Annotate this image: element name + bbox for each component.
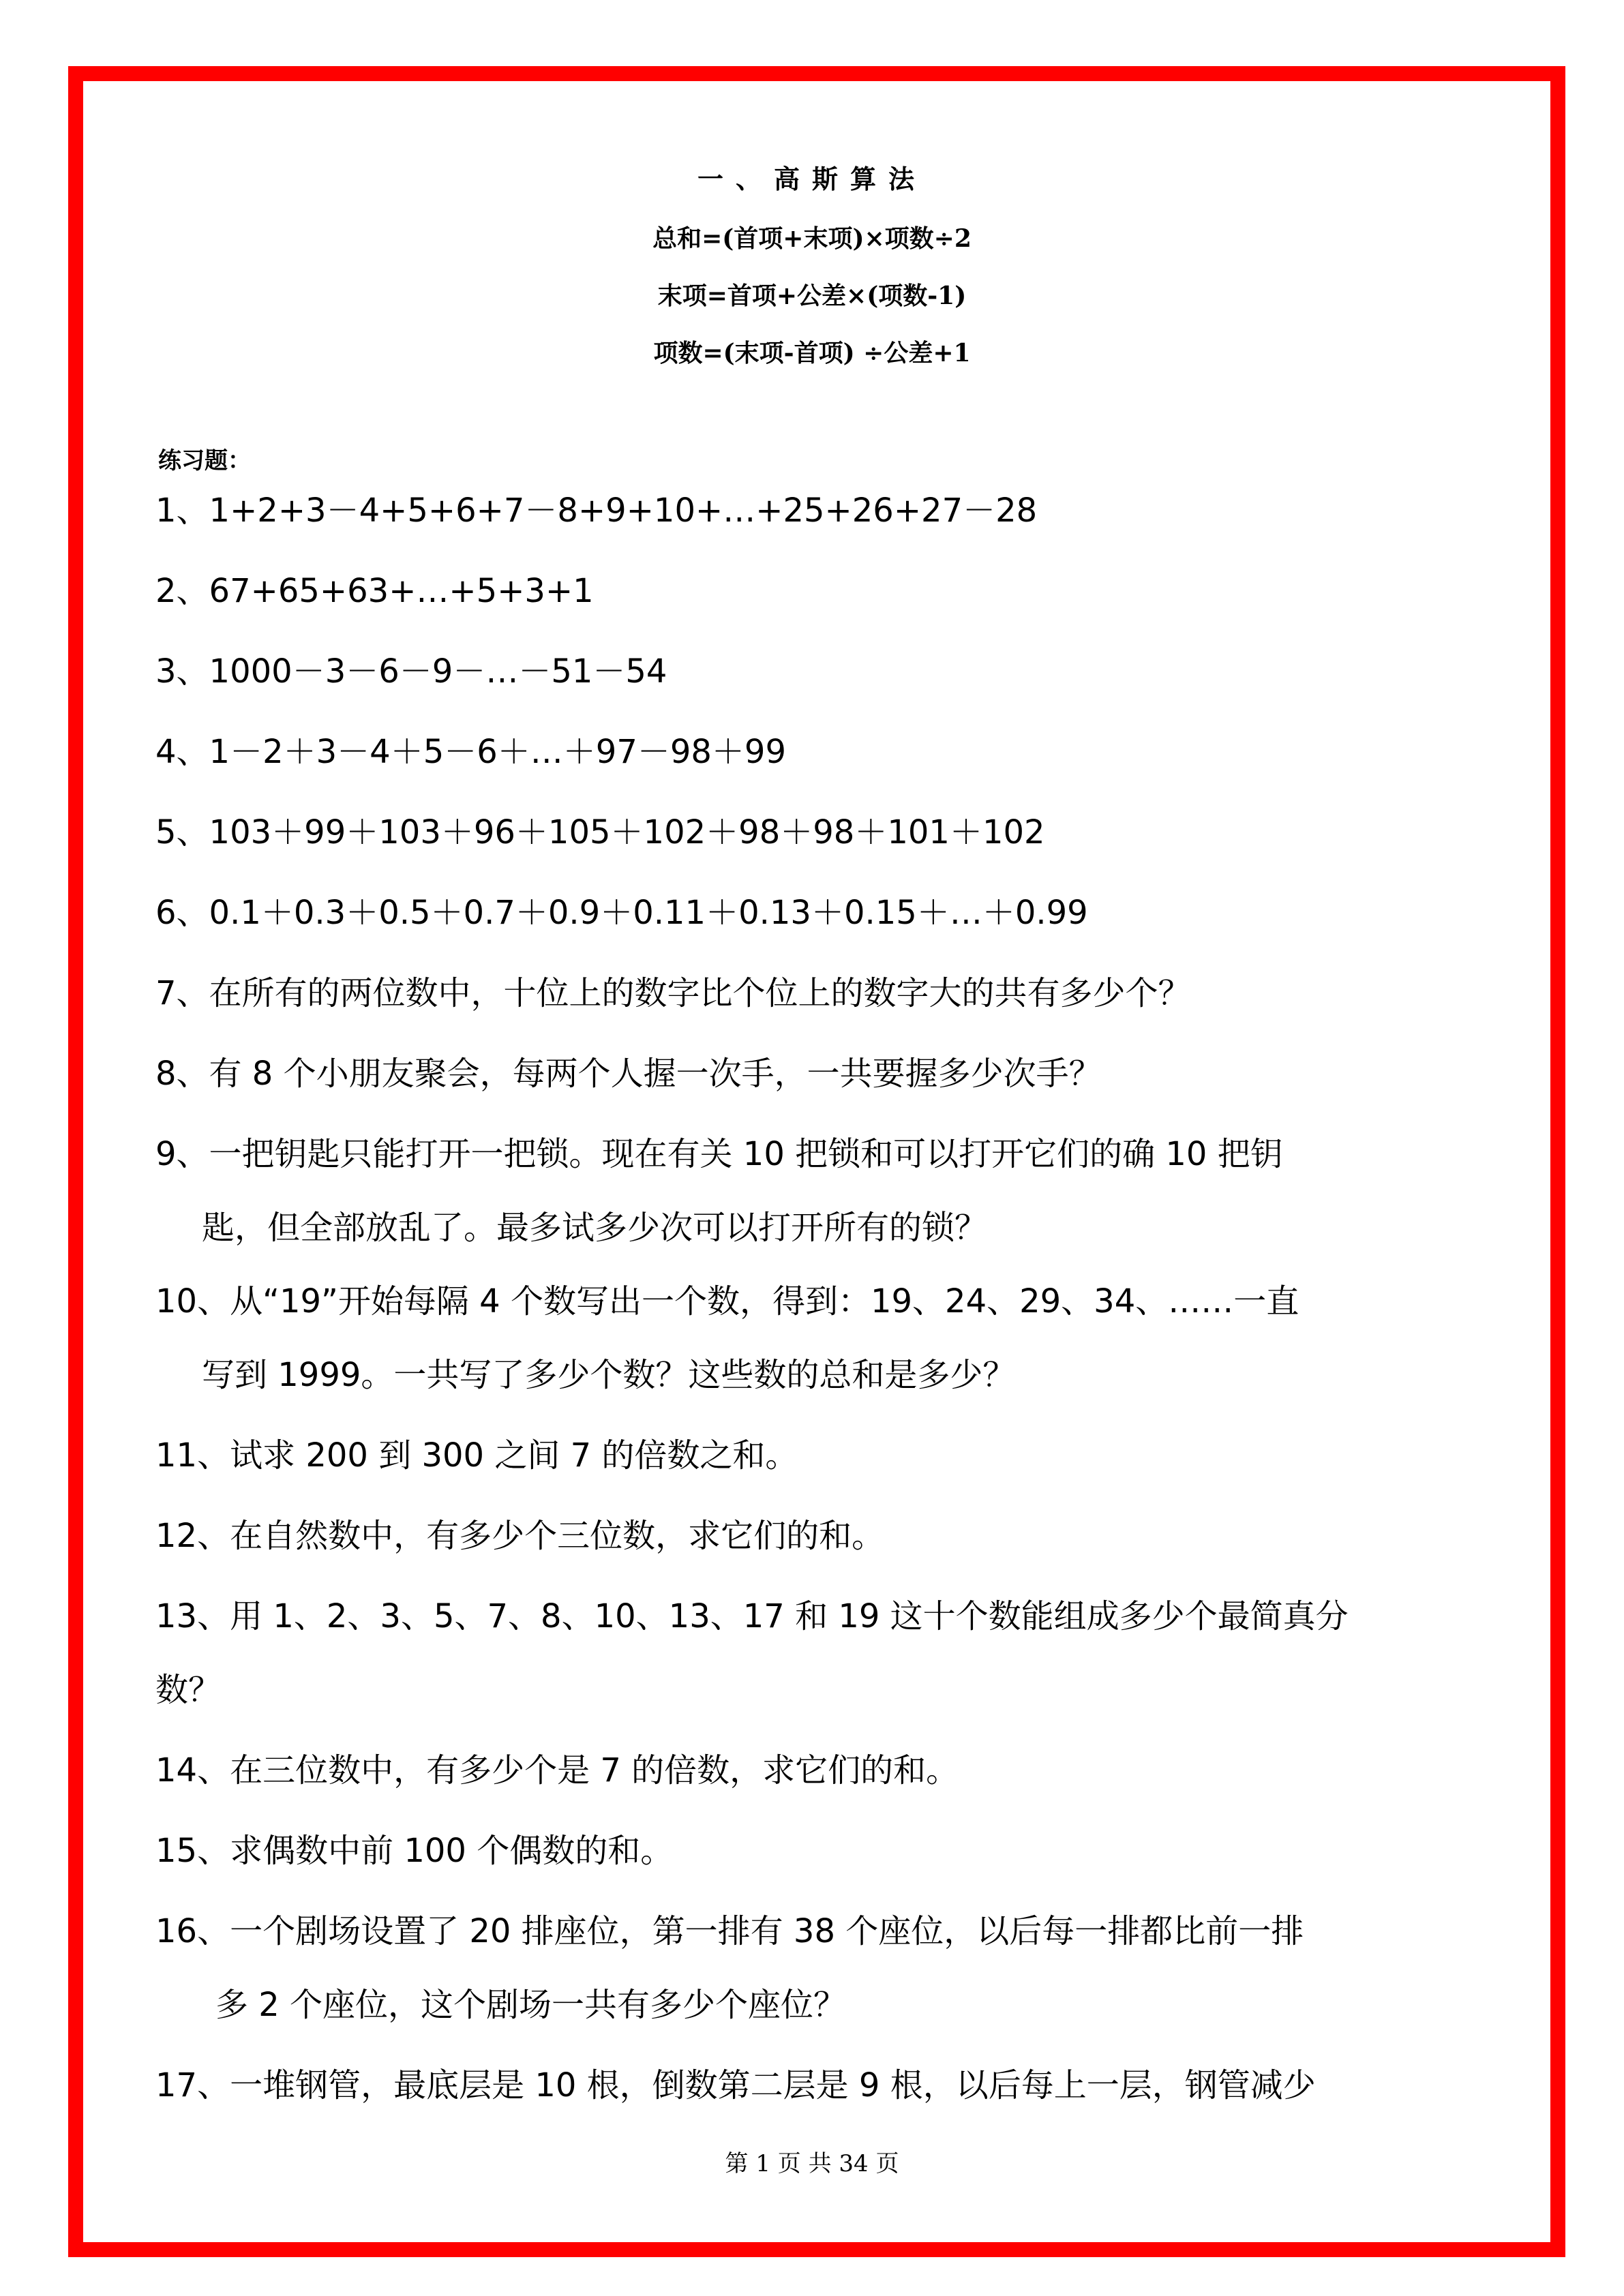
question-5: 5、103＋99＋103＋96＋105＋102＋98＋98＋101＋102: [155, 813, 1045, 851]
practice-label: 练习题：: [158, 447, 251, 474]
question-9-continued: 匙，但全部放乱了。最多试多少次可以打开所有的锁？: [202, 1209, 988, 1247]
question-1: 1、1+2+3－4+5+6+7－8+9+10+…+25+26+27－28: [155, 492, 1038, 530]
question-3: 3、1000－3－6－9－…－51－54: [155, 652, 667, 691]
page-number-footer: 第 1 页 共 34 页: [725, 2150, 899, 2177]
question-7: 7、在所有的两位数中，十位上的数字比个位上的数字大的共有多少个？: [155, 974, 1191, 1012]
question-17: 17、一堆钢管，最底层是 10 根，倒数第二层是 9 根，以后每上一层，钢管减少: [155, 2066, 1316, 2104]
question-11: 11、试求 200 到 300 之间 7 的倍数之和。: [155, 1436, 798, 1475]
question-2: 2、67+65+63+…+5+3+1: [155, 572, 594, 610]
section-title: 一、高斯算法: [697, 164, 927, 194]
question-13: 13、用 1、2、3、5、7、8、10、13、17 和 19 这十个数能组成多少个最简真分: [155, 1597, 1349, 1635]
question-12: 12、在自然数中，有多少个三位数，求它们的和。: [155, 1517, 885, 1555]
formula-last-term: 末项=首项+公差×(项数-1): [657, 282, 967, 310]
formula-sum: 总和=(首项+末项)×项数÷2: [652, 224, 972, 253]
question-8: 8、有 8 个小朋友聚会，每两个人握一次手，一共要握多少次手？: [155, 1055, 1102, 1093]
question-10-continued: 写到 1999。一共写了多少个数？这些数的总和是多少？: [202, 1356, 1016, 1394]
formula-term-count: 项数=(末项-首项) ÷公差+1: [653, 339, 971, 367]
question-6: 6、0.1＋0.3＋0.5＋0.7＋0.9＋0.11＋0.13＋0.15＋…＋0.99: [155, 894, 1088, 932]
question-14: 14、在三位数中，有多少个是 7 的倍数，求它们的和。: [155, 1751, 959, 1789]
question-4: 4、1－2＋3－4＋5－6＋…＋97－98＋99: [155, 733, 787, 771]
question-16-continued: 多 2 个座位，这个剧场一共有多少个座位？: [215, 1986, 847, 2024]
question-9: 9、一把钥匙只能打开一把锁。现在有关 10 把锁和可以打开它们的确 10 把钥: [155, 1135, 1283, 1173]
question-16: 16、一个剧场设置了 20 排座位，第一排有 38 个座位，以后每一排都比前一排: [155, 1912, 1304, 1950]
question-10: 10、从“19”开始每隔 4 个数写出一个数，得到：19、24、29、34、……一直: [155, 1282, 1299, 1320]
question-13-continued: 数？: [155, 1671, 222, 1709]
question-15: 15、求偶数中前 100 个偶数的和。: [155, 1832, 674, 1870]
